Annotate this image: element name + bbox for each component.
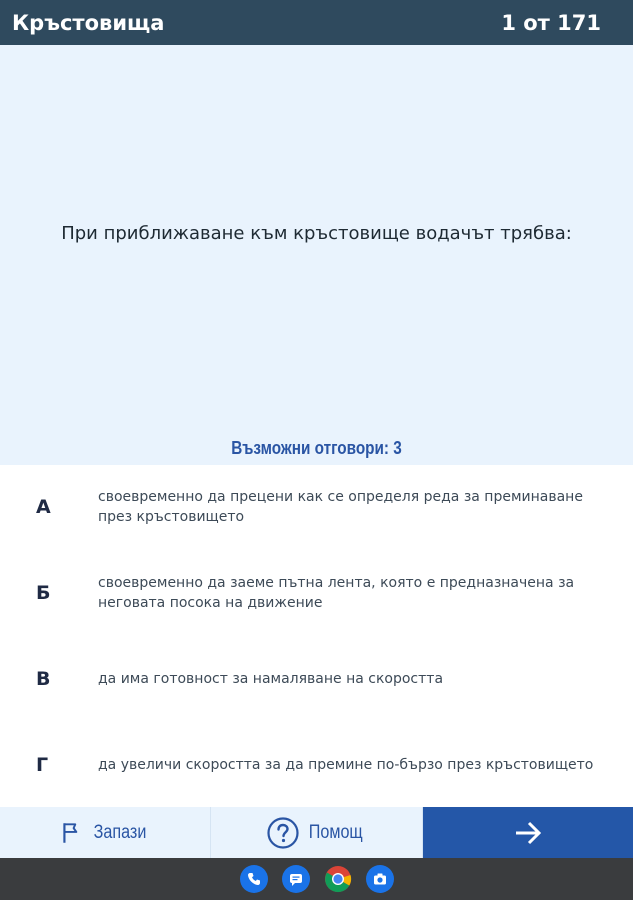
answer-option-b[interactable] xyxy=(0,551,633,635)
arrow-right-icon xyxy=(513,818,543,848)
question-counter: 1 от 171 xyxy=(501,10,601,35)
question-circle-icon xyxy=(266,816,300,850)
answer-letter: Б xyxy=(36,582,51,604)
next-button[interactable] xyxy=(423,807,633,858)
answer-option-a[interactable] xyxy=(0,465,633,549)
help-button[interactable] xyxy=(211,807,423,858)
answer-letter: Г xyxy=(36,754,49,776)
help-label: Помощ xyxy=(308,821,363,843)
chrome-icon[interactable] xyxy=(324,865,352,893)
answer-letter: А xyxy=(36,496,51,518)
app-header xyxy=(0,0,633,45)
answer-text: своевременно да заеме пътна лента, която е предназначена за неговата посока на движение xyxy=(98,575,575,611)
answer-letter: В xyxy=(36,668,51,690)
save-label: Запази xyxy=(93,821,147,843)
flag-icon xyxy=(59,820,85,846)
answers-list xyxy=(0,465,633,807)
messages-icon[interactable] xyxy=(282,865,310,893)
page-title: Кръстовища xyxy=(12,10,165,35)
question-text: При приближаване към кръстовище водачът трябва: xyxy=(61,223,572,244)
answer-option-d[interactable] xyxy=(0,723,633,807)
answers-count: Възможни отговори: 3 xyxy=(231,438,402,458)
save-button[interactable] xyxy=(0,807,211,858)
phone-icon[interactable] xyxy=(240,865,268,893)
bottom-action-bar xyxy=(0,807,633,858)
answer-text: да увеличи скоростта за да премине по-бързо през кръстовището xyxy=(98,757,594,773)
answer-text: своевременно да прецени как се определя реда за преминаване през кръстовището xyxy=(98,489,583,525)
system-dock xyxy=(0,858,633,900)
answer-text: да има готовност за намаляване на скоростта xyxy=(98,671,444,687)
answer-option-c[interactable] xyxy=(0,637,633,721)
camera-icon[interactable] xyxy=(366,865,394,893)
question-area xyxy=(0,45,633,465)
